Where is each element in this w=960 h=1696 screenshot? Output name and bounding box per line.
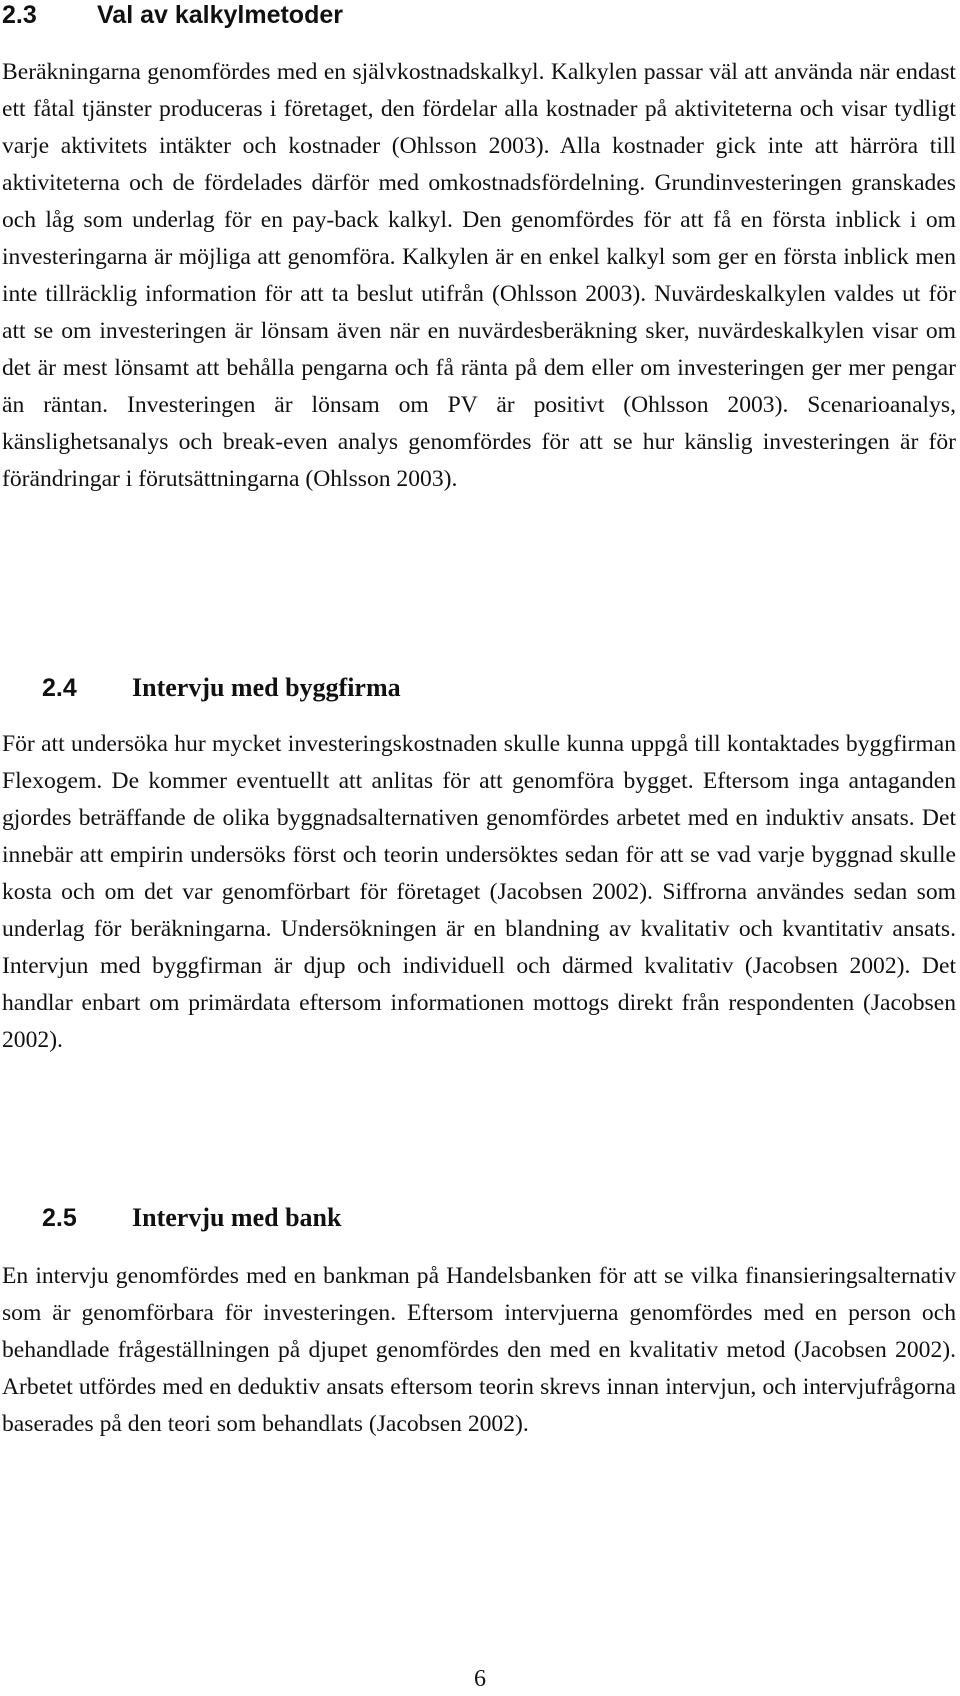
section-paragraph: Beräkningarna genomfördes med en självkostnadskalkyl. Kalkylen passar väl att använda när endast ett fåtal tjänster produceras i företaget, den fördelar alla kostnader på aktiviteterna och visar tydligt varje aktivitets intäkter och kostnader (Ohlsson 2003). Alla kostnader gick inte att härröra till aktiviteterna och de fördelades därför med omkostnadsfördelning. Grundinvesteringen granskades och låg som underlag för en pay-back kalkyl. Den genomfördes för att få en första inblick i om investeringarna är möjliga att genomföra. Kalkylen är en enkel kalkyl som ger en första inblick men inte tillräcklig information för att ta beslut utifrån (Ohlsson 2003). Nuvärdeskalkylen valdes ut för att se om investeringen är lönsam även när en nuvärdesberäkning sker, nuvärdeskalkylen visar om det är mest lönsamt att behålla pengarna och få ränta på dem eller om investeringen ger mer pengar än räntan. Investeringen är lönsam om PV är positivt (Ohlsson 2003). Scenarioanalys, känslighetsanalys och break-even analys genomfördes för att se hur känslig investeringen är för förändringar i förutsättningarna (Ohlsson 2003). (2, 59, 956, 492)
section-paragraph: En intervju genomfördes med en bankman på Handelsbanken för att se vilka finansieringsalternativ som är genomförbara för investeringen. Eftersom intervjuerna genomfördes med en person och behandlade frågeställningen på djupet genomfördes den med en kvalitativ metod (Jacobsen 2002). Arbetet utfördes med en deduktiv ansats eftersom teorin skrevs innan intervjun, och intervjufrågorna baserades på den teori som behandlats (Jacobsen 2002). (2, 1263, 956, 1437)
section-heading-2-4 (42, 673, 401, 703)
section-title: Val av kalkylmetoder (97, 1, 343, 29)
section-paragraph: För att undersöka hur mycket investeringskostnaden skulle kunna uppgå till kontaktades byggfirman Flexogem. De kommer eventuellt att anlitas för att genomföra bygget. Eftersom inga antaganden gjordes beträffande de olika byggnadsalternativen genomfördes arbetet med en induktiv ansats. Det innebär att empirin undersöks först och teorin undersöktes sedan för att se vad varje byggnad skulle kosta och om det var genomförbart för företaget (Jacobsen 2002). Siffrorna användes sedan som underlag för beräkningarna. Undersökningen är en blandning av kvalitativ och kvantitativ ansats. Intervjun med byggfirman är djup och individuell och därmed kvalitativ (Jacobsen 2002). Det handlar enbart om primärdata eftersom informationen mottogs direkt från respondenten (Jacobsen 2002). (2, 731, 956, 1053)
section-heading-2-3 (2, 0, 343, 30)
page-number: 6 (474, 1666, 486, 1692)
section-heading-2-5 (42, 1203, 341, 1233)
section-number: 2.4 (42, 674, 77, 702)
section-number: 2.3 (2, 1, 37, 29)
section-number: 2.5 (42, 1204, 77, 1232)
section-title: Intervju med byggfirma (132, 673, 401, 702)
section-title: Intervju med bank (132, 1203, 342, 1232)
